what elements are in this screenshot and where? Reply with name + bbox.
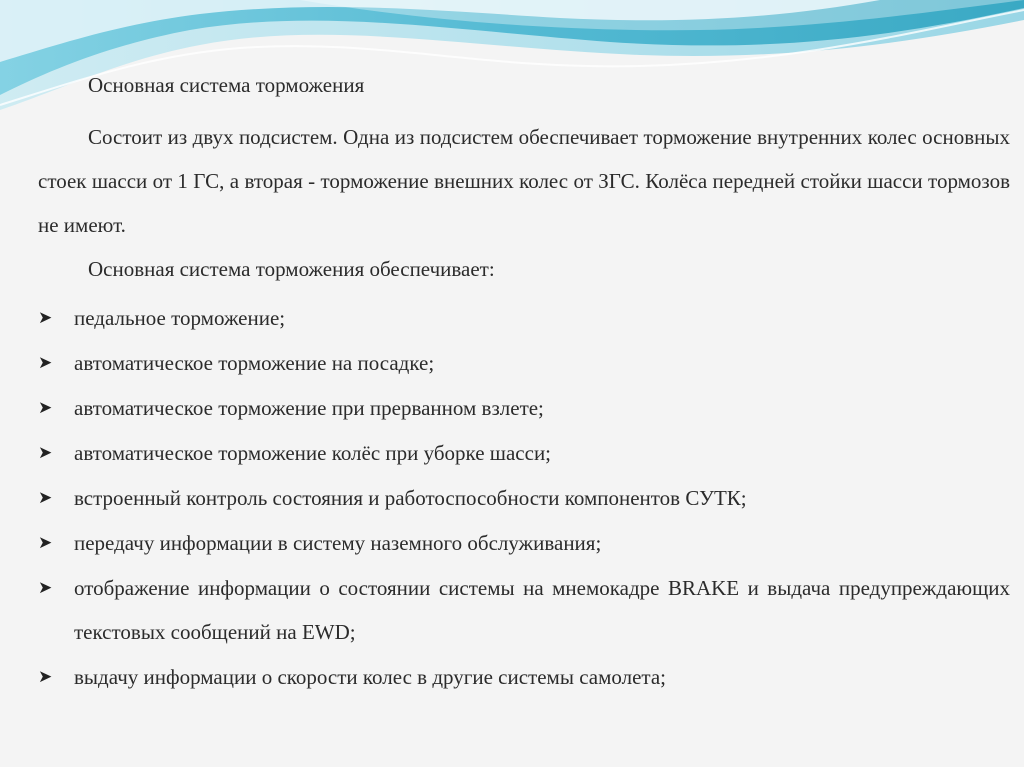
list-item: ➤ автоматическое торможение на посадке;: [38, 341, 1010, 385]
feature-list: [38, 296, 1010, 700]
list-item: ➤ автоматическое торможение при прерванном взлете;: [38, 386, 1010, 430]
list-item: ➤ встроенный контроль состояния и работоспособности компонентов СУТК;: [38, 476, 1010, 520]
list-intro: Основная система торможения обеспечивает:: [88, 257, 495, 281]
arrowhead-bullet-icon: ➤: [38, 578, 53, 598]
list-item: ➤ передачу информации в систему наземного обслуживания;: [38, 521, 1010, 565]
description-paragraph: Состоит из двух подсистем. Одна из подсистем обеспечивает торможение внутренних колес основных стоек шасси от 1 ГС, а вторая - торможение внешних колес от ЗГС. Колёса передней стойки шасси тормозов не имеют.: [38, 125, 1010, 237]
list-item: ➤ выдачу информации о скорости колес в другие системы самолета;: [38, 655, 1010, 699]
slide-heading: Основная система торможения: [88, 73, 365, 97]
arrowhead-bullet-icon: ➤: [38, 488, 53, 508]
arrowhead-bullet-icon: ➤: [38, 443, 53, 463]
decorative-wave-banner: [0, 0, 1024, 130]
arrowhead-bullet-icon: ➤: [38, 308, 53, 328]
arrowhead-bullet-icon: ➤: [38, 398, 53, 418]
list-item: ➤ педальное торможение;: [38, 296, 1010, 340]
list-item: ➤ отображение информации о состоянии системы на мнемокадре BRAKE и выдача предупреждающих текстовых сообщений на EWD;: [38, 566, 1010, 654]
arrowhead-bullet-icon: ➤: [38, 353, 53, 373]
arrowhead-bullet-icon: ➤: [38, 533, 53, 553]
list-item: ➤ автоматическое торможение колёс при уборке шасси;: [38, 431, 1010, 475]
arrowhead-bullet-icon: ➤: [38, 667, 53, 687]
